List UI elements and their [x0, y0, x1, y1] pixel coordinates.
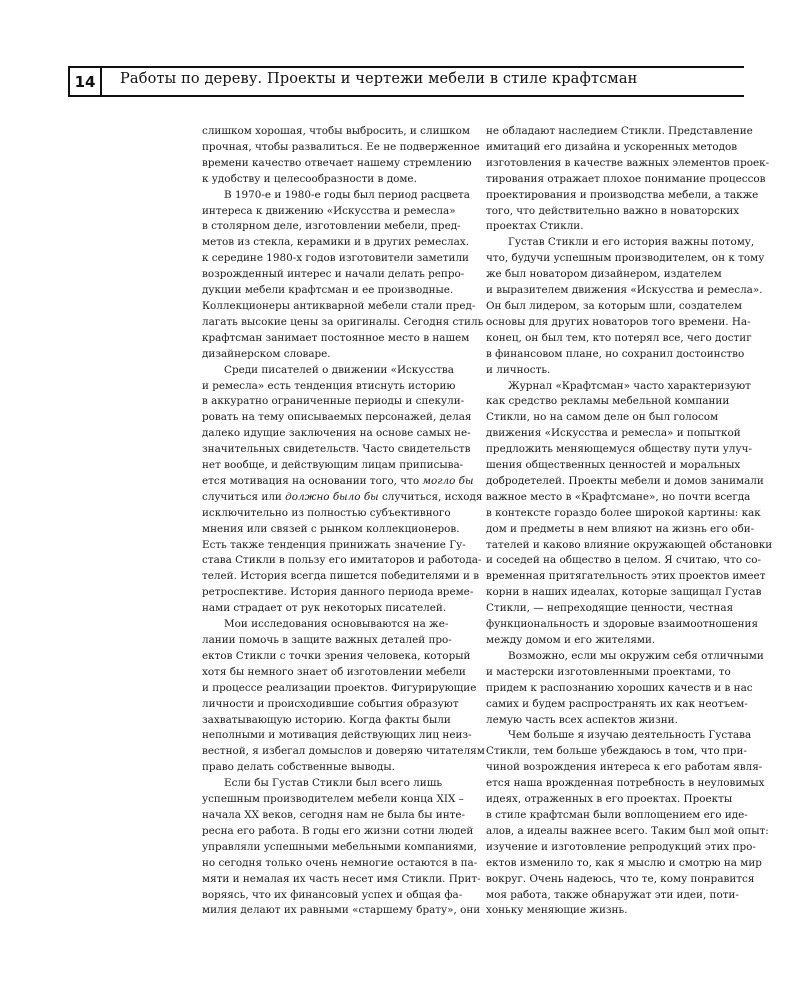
text-line: тирования отражает плохое понимание процессов: [486, 172, 766, 185]
text-line: временная притягательность этих проектов имеет: [486, 570, 766, 583]
text-line: того, что действительно важно в новаторских: [486, 204, 740, 217]
text-line: вестной, я избегал домыслов и доверяю читателям: [202, 745, 485, 758]
text-line: интереса к движению «Искусства и ремесла»: [202, 204, 456, 217]
paragraph: [202, 776, 481, 919]
text-line: телей. История всегда пишется победителями и в: [202, 570, 480, 583]
text-line: хотя бы немного знает об изготовлении мебели: [202, 665, 466, 678]
text-line: между домом и его жителями.: [486, 634, 656, 646]
text-line: случиться или должно было бы случиться, исходя: [202, 490, 483, 503]
header-top-rule: [68, 66, 744, 68]
text-line: неполными и мотивация действующих лиц неиз-: [202, 729, 472, 742]
text-line: Стикли, — непреходящие ценности, честная: [486, 602, 734, 615]
text-line: лемую часть всех аспектов жизни.: [486, 713, 678, 726]
text-line: воряясь, что их финансовый успех и общая фа-: [202, 888, 463, 901]
text-line: в финансовом плане, но сохранил достоинство: [486, 347, 745, 360]
text-line: метов из стекла, керамики и в других ремеслах.: [202, 236, 470, 249]
text-line: в аккуратно ограниченные периоды и спекули-: [202, 395, 465, 408]
text-line: лагать высокие цены за оригиналы. Сегодня стиль: [202, 315, 484, 328]
text-line: дукции мебели крафтсман и ее производные.: [202, 284, 454, 297]
text-line: конец, он был тем, кто потерял все, чего достиг: [486, 331, 752, 344]
running-title: Работы по дереву. Проекты и чертежи мебели в стиле крафтсман: [120, 71, 638, 87]
text-line: Если бы Густав Стикли был всего лишь: [224, 777, 443, 790]
text-line: Есть также тенденция принижать значение Гу-: [202, 538, 466, 551]
text-line: в контексте гораздо более широкой картины: как: [486, 506, 761, 519]
text-line: Густав Стикли и его история важны потому,: [508, 236, 755, 249]
text-line: ретроспективе. История данного периода време-: [202, 586, 474, 599]
text-line: движения «Искусства и ремесла» и попыткой: [486, 427, 741, 440]
paragraph: [486, 379, 773, 649]
text-line: мнения или связей с рынком коллекционеров.: [202, 522, 460, 535]
text-line: времени качество отвечает нашему стремлению: [202, 156, 472, 169]
text-line: тателей и каково влияние окружающей обстановки: [486, 538, 773, 551]
text-line: далеко идущие заключения на основе самых не-: [202, 427, 471, 440]
text-line: чиной возрождения интереса к его работам явля-: [486, 761, 763, 774]
text-line: шения общественных ценностей и моральных: [486, 459, 741, 472]
text-line: лании помочь в защите важных деталей про-: [202, 634, 452, 646]
text-line: дизайнерском словаре.: [202, 347, 331, 360]
text-line: возрожденный интерес и начали делать репро-: [202, 268, 465, 281]
text-line: ектов Стикли с точки зрения человека, который: [202, 649, 471, 662]
text-line: прочная, чтобы развалиться. Ее не подверженное: [202, 140, 480, 153]
text-line: проектах Стикли.: [486, 220, 584, 233]
text-line: проектирования и производства мебели, а также: [486, 188, 759, 201]
text-line: хоньку меняющие жизнь.: [486, 904, 628, 917]
text-line: основы для других новаторов того времени. На-: [486, 315, 751, 328]
text-line: к удобству и целесообразности в доме.: [202, 172, 417, 185]
paragraph: [486, 235, 765, 378]
text-line: предложить меняющемуся обществу пути улуч-: [486, 443, 752, 456]
left-text-column: [202, 124, 485, 919]
text-line: дом и предметы в нем влияют на жизнь его оби-: [486, 522, 755, 535]
text-line: важное место в «Крафтсмане», но почти всегда: [486, 490, 751, 503]
text-line: милия делают их равными «старшему брату», они: [202, 904, 481, 917]
text-line: вокруг. Очень надеюсь, что те, кому понравится: [486, 872, 755, 885]
right-text-column: [486, 124, 773, 919]
text-line: и мастерски изготовленными проектами, то: [486, 665, 731, 678]
text-line: Журнал «Крафтсман» часто характеризуют: [508, 379, 751, 392]
text-line: добродетелей. Проекты мебели и домов занимали: [486, 474, 764, 487]
text-line: успешным производителем мебели конца XIX –: [202, 793, 464, 806]
text-line: придем к распознанию хороших качеств и в нас: [486, 681, 753, 694]
paragraph: [486, 124, 770, 235]
header-bottom-rule: [100, 95, 744, 97]
paragraph: [202, 188, 484, 363]
text-line: моя работа, также обнаружат эти идеи, поти-: [486, 888, 739, 901]
text-line: и выразителем движения «Искусства и ремесла».: [486, 284, 763, 297]
text-line: Стикли, тем больше убеждаюсь в том, что при-: [486, 745, 747, 758]
text-line: управляли успешными мебельными компаниями,: [202, 840, 477, 853]
text-line: что, будучи успешным производителем, он к тому: [486, 252, 765, 265]
text-line: Стикли, но на самом деле он был голосом: [486, 411, 719, 424]
text-line: ектов изменило то, как я мыслю и смотрю на мир: [486, 856, 762, 869]
text-line: става Стикли в пользу его имитаторов и работода-: [202, 554, 482, 567]
text-line: в стиле крафтсман были воплощением его иде-: [486, 808, 748, 821]
text-line: и личность.: [486, 363, 551, 376]
paragraph: [486, 649, 764, 729]
text-line: ется мотивация на основании того, что могло бы: [202, 474, 474, 487]
text-line: нами страдает от рук некоторых писателей.: [202, 602, 447, 615]
page-number: 14: [68, 66, 102, 97]
text-line: Среди писателей о движении «Искусства: [224, 363, 454, 376]
text-line: крафтсман занимает постоянное место в нашем: [202, 331, 470, 344]
text-line: изучение и изготовление репродукций этих про-: [486, 840, 756, 853]
text-line: в столярном деле, изготовлении мебели, пред-: [202, 220, 461, 233]
text-line: захватывающую историю. Когда факты были: [202, 713, 451, 726]
text-line: начала XX веков, сегодня нам не была бы инте-: [202, 808, 466, 821]
text-line: к середине 1980-х годов изготовители заметили: [202, 252, 469, 265]
text-line: право делать собственные выводы.: [202, 761, 395, 774]
text-line: Мои исследования основываются на же-: [224, 618, 449, 631]
text-line: изготовления в качестве важных элементов проек-: [486, 156, 770, 169]
text-line: ресна его работа. В годы его жизни сотни людей: [202, 824, 474, 837]
text-line: Он был лидером, за которым шли, создателем: [486, 299, 742, 312]
text-line: Чем больше я изучаю деятельность Густава: [508, 729, 752, 742]
text-line: Возможно, если мы окружим себя отличными: [508, 649, 764, 662]
text-line: значительных свидетельств. Часто свидетельств: [202, 443, 471, 456]
text-line: не обладают наследием Стикли. Представление: [486, 125, 753, 137]
paragraph: [486, 728, 769, 919]
text-line: В 1970-е и 1980-е годы был период расцвета: [224, 188, 470, 201]
text-line: мяти и немалая их часть несет имя Стикли. Прит-: [202, 872, 481, 885]
text-line: же был новатором дизайнером, издателем: [486, 268, 722, 281]
text-line: личности и происходившие события образуют: [202, 697, 459, 710]
text-line: ровать на тему описываемых персонажей, делая: [202, 411, 472, 424]
text-line: алов, а идеалы важнее всего. Таким был мой опыт:: [486, 824, 769, 837]
text-line: корни в наших идеалах, которые защищал Густав: [486, 586, 762, 599]
text-line: имитаций его дизайна и ускоренных методов: [486, 140, 738, 153]
paragraph: [202, 617, 485, 776]
paragraph: [202, 124, 480, 188]
text-line: Коллекционеры антикварной мебели стали пред-: [202, 299, 476, 312]
text-line: но сегодня только очень немногие остаются в па-: [202, 856, 478, 869]
text-line: ется наша врожденная потребность в неуловимых: [486, 777, 765, 790]
text-line: идеях, отраженных в его проектах. Проекты: [486, 793, 733, 806]
paragraph: [202, 363, 483, 618]
text-line: как средство рекламы мебельной компании: [486, 395, 730, 408]
text-line: функциональность и здоровые взаимоотношения: [486, 618, 759, 631]
text-line: самих и будем распространять их как неотъем-: [486, 697, 748, 710]
text-line: слишком хорошая, чтобы выбросить, и слишком: [202, 125, 470, 137]
text-line: нет вообще, и действующим лицам приписыва-: [202, 459, 464, 472]
text-line: и процессе реализации проектов. Фигурирующие: [202, 681, 477, 694]
text-line: исключительно из полностью субъективного: [202, 506, 451, 519]
text-line: и ремесла» есть тенденция втиснуть историю: [202, 379, 456, 392]
text-line: и соседей на общество в целом. Я считаю, что со-: [486, 554, 761, 567]
